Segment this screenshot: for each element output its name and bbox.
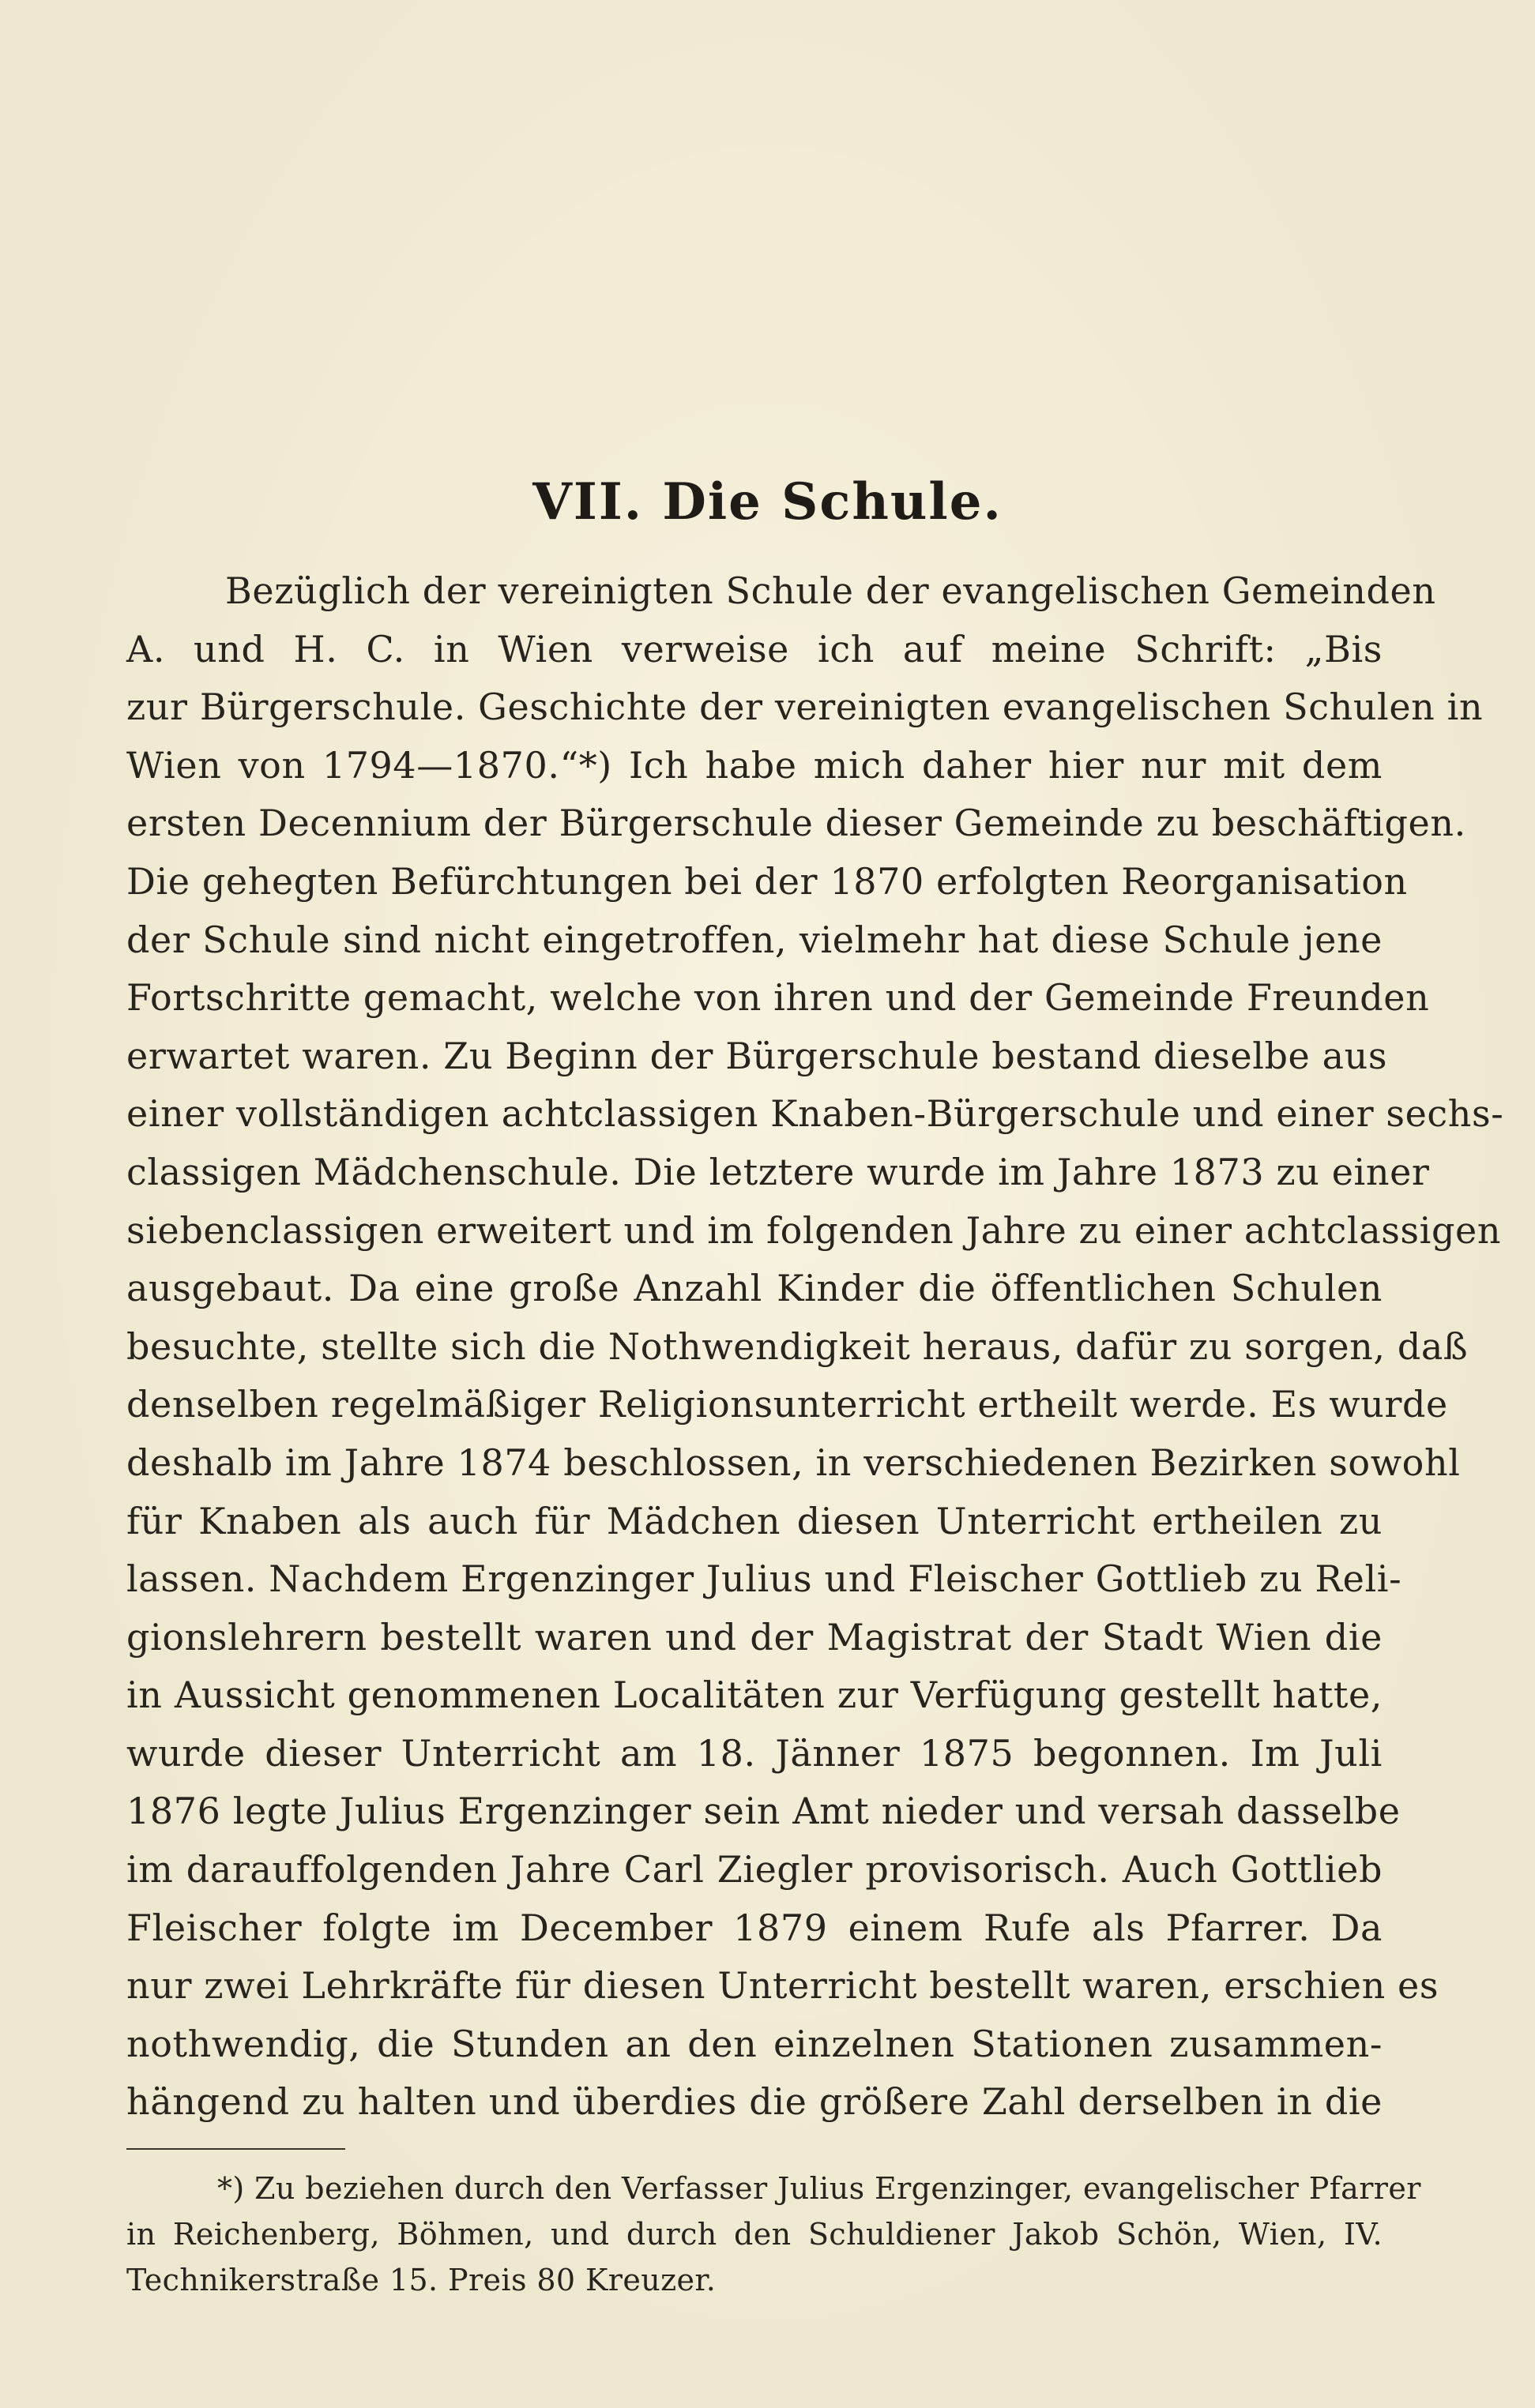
text-line: im darauffolgenden Jahre Carl Ziegler provisorisch. Auch Gottlieb (126, 1848, 1383, 1891)
footnote-line: *) Zu beziehen durch den Verfasser Julius Ergenzinger, evangelischer Pfarrer (217, 2171, 1421, 2206)
text-line: deshalb im Jahre 1874 beschlossen, in verschiedenen Bezirken sowohl (126, 1441, 1461, 1484)
text-line: denselben regelmäßiger Religionsunterricht ertheilt werde. Es wurde (126, 1383, 1448, 1426)
text-line: classigen Mädchenschule. Die letztere wurde im Jahre 1873 zu einer (126, 1150, 1430, 1193)
text-line: erwartet waren. Zu Beginn der Bürgerschule bestand dieselbe aus (126, 1034, 1388, 1077)
text-line: für Knaben als auch für Mädchen diesen Unterricht ertheilen zu (126, 1499, 1383, 1542)
text-line: wurde dieser Unterricht am 18. Jänner 1875 begonnen. Im Juli (126, 1731, 1383, 1775)
footnote-divider (126, 2148, 345, 2150)
text-line: besuchte, stellte sich die Nothwendigkeit heraus, dafür zu sorgen, daß (126, 1324, 1469, 1368)
text-line: in Aussicht genommenen Localitäten zur Verfügung gestellt hatte, (126, 1674, 1383, 1717)
text-line: zur Bürgerschule. Geschichte der vereinigten evangelischen Schulen in (126, 686, 1484, 729)
text-line: einer vollständigen achtclassigen Knaben-Bürgerschule und einer sechs- (126, 1092, 1504, 1136)
text-line: siebenclassigen erweitert und im folgenden Jahre zu einer achtclassigen (126, 1208, 1502, 1252)
text-line: Bezüglich der vereinigten Schule der evangelischen Gemeinden (225, 569, 1436, 612)
chapter-heading: VII. Die Schule. (532, 472, 1003, 532)
text-line: A. und H. C. in Wien verweise ich auf meine Schrift: „Bis (126, 627, 1383, 671)
text-line: ersten Decennium der Bürgerschule dieser Gemeinde zu beschäftigen. (126, 802, 1466, 845)
text-line: nothwendig, die Stunden an den einzelnen Stationen zusammen- (126, 2022, 1383, 2065)
footnote-line: in Reichenberg, Böhmen, und durch den Schuldiener Jakob Schön, Wien, IV. (126, 2217, 1383, 2252)
text-line: gionslehrern bestellt waren und der Magistrat der Stadt Wien die (126, 1615, 1383, 1659)
text-line: lassen. Nachdem Ergenzinger Julius und Fleischer Gottlieb zu Reli- (126, 1557, 1402, 1601)
text-line: der Schule sind nicht eingetroffen, vielmehr hat diese Schule jene (126, 918, 1383, 961)
text-line: Wien von 1794—1870.“*) Ich habe mich daher hier nur mit dem (126, 743, 1383, 787)
footnote (126, 2166, 1421, 2303)
text-line: hängend zu halten und überdies die größere Zahl derselben in die (126, 2080, 1383, 2124)
footnote-line: Technikerstraße 15. Preis 80 Kreuzer. (126, 2263, 717, 2297)
text-line: ausgebaut. Da eine große Anzahl Kinder die öffentlichen Schulen (126, 1267, 1383, 1310)
body-text (126, 562, 1504, 2132)
text-line: 1876 legte Julius Ergenzinger sein Amt nieder und versah dasselbe (126, 1790, 1401, 1833)
text-line: Die gehegten Befürchtungen bei der 1870 erfolgten Reorganisation (126, 859, 1408, 903)
text-line: nur zwei Lehrkräfte für diesen Unterricht bestellt waren, erschien es (126, 1964, 1439, 2008)
text-line: Fleischer folgte im December 1879 einem Rufe als Pfarrer. Da (126, 1906, 1383, 1949)
text-line: Fortschritte gemacht, welche von ihren und der Gemeinde Freunden (126, 976, 1430, 1020)
